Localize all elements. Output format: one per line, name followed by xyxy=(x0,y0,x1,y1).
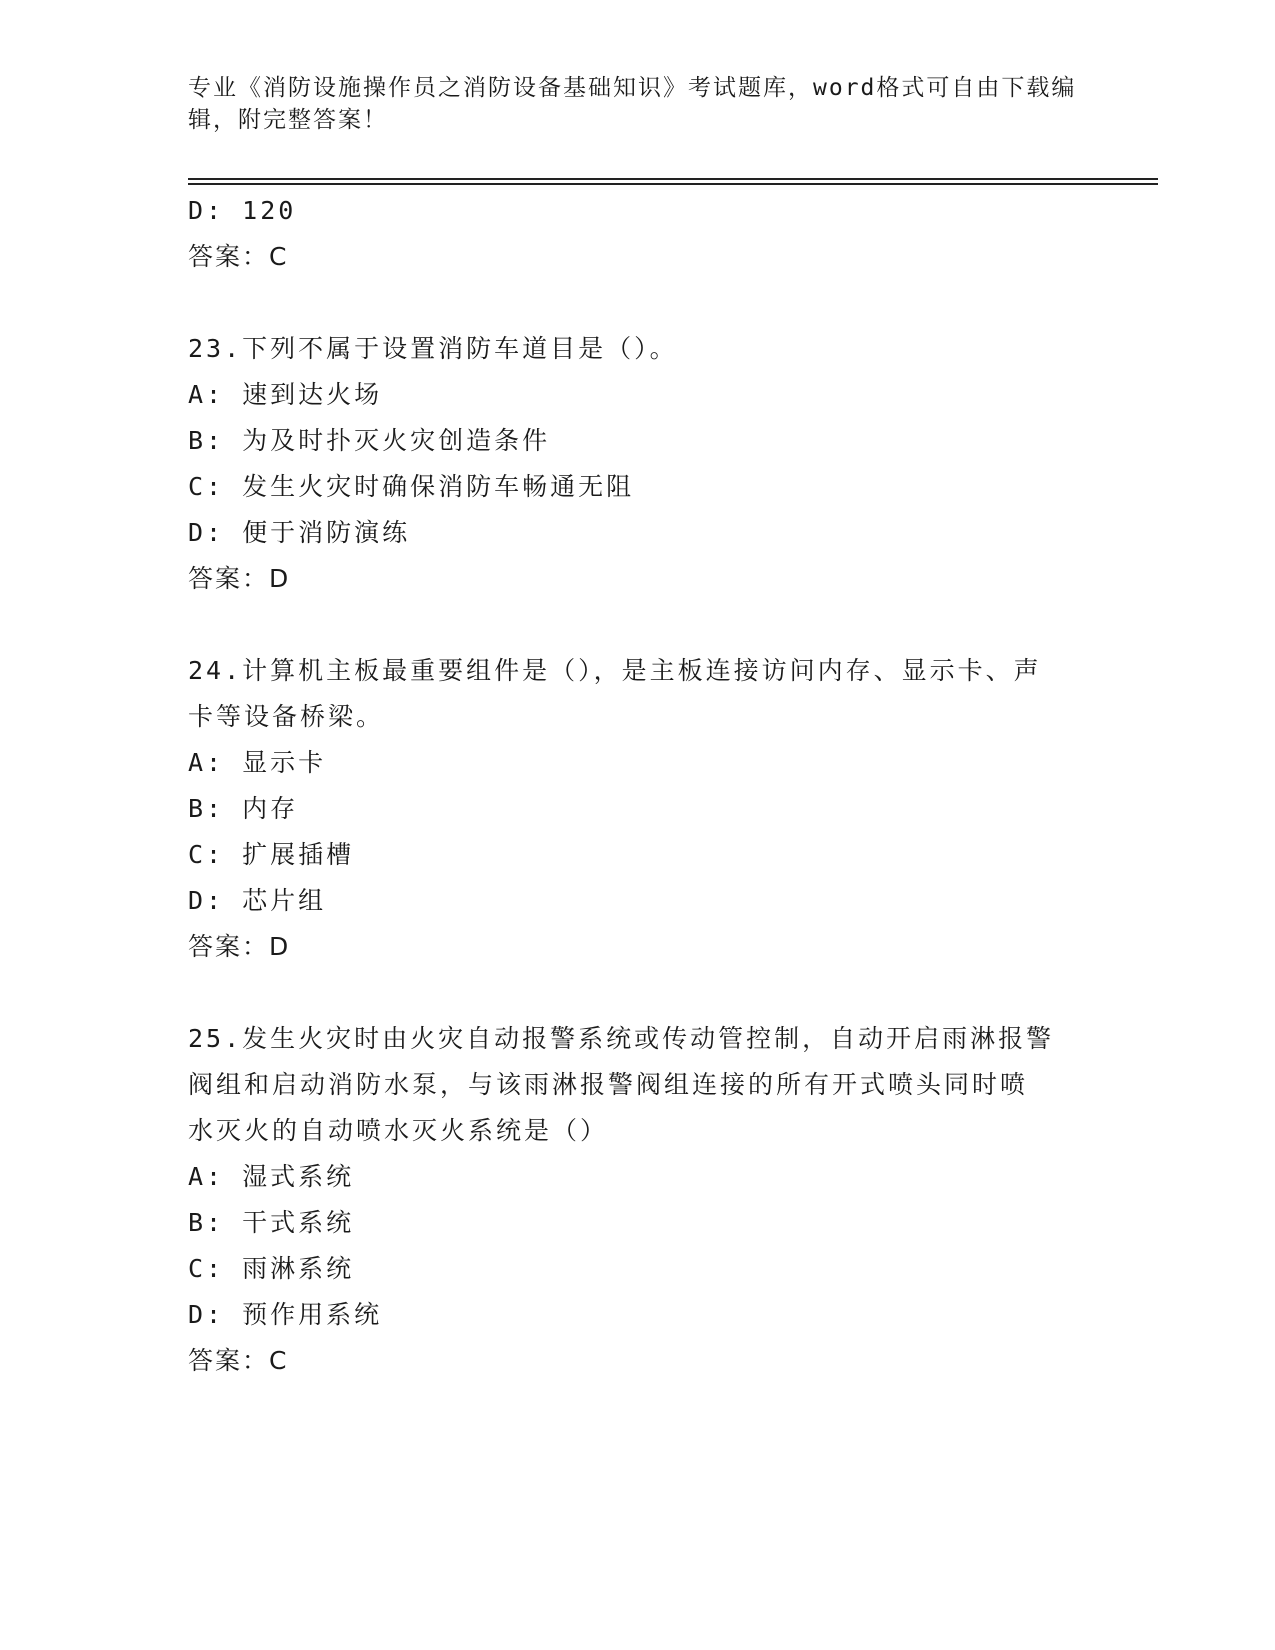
question-25-text-line2: 阀组和启动消防水泵，与该雨淋报警阀组连接的所有开式喷头同时喷 xyxy=(188,1070,1029,1099)
question-24-option-b: B: 内存 xyxy=(188,794,299,823)
question-23-option-d: D: 便于消防演练 xyxy=(188,518,411,547)
question-24-answer: 答案：D xyxy=(188,932,291,961)
question-24-option-d: D: 芯片组 xyxy=(188,886,327,915)
document-header xyxy=(188,72,1078,136)
question-list xyxy=(188,188,1088,1384)
header-divider-top xyxy=(188,178,1158,180)
spacer xyxy=(188,970,1088,1016)
question-23-option-c: C: 发生火灾时确保消防车畅通无阻 xyxy=(188,472,635,501)
question-25-option-a: A: 湿式系统 xyxy=(188,1162,355,1191)
question-25-option-d: D: 预作用系统 xyxy=(188,1300,383,1329)
question-23-option-a: A: 速到达火场 xyxy=(188,380,383,409)
question-23-answer: 答案：D xyxy=(188,564,291,593)
spacer xyxy=(188,280,1088,326)
prev-answer: 答案：C xyxy=(188,242,289,271)
question-23-option-b: B: 为及时扑灭火灾创造条件 xyxy=(188,426,551,455)
question-25-option-b: B: 干式系统 xyxy=(188,1208,355,1237)
question-24-option-c: C: 扩展插槽 xyxy=(188,840,355,869)
question-23-text: 23.下列不属于设置消防车道目是（）。 xyxy=(188,334,678,363)
question-24-text-line1: 24.计算机主板最重要组件是（），是主板连接访问内存、显示卡、声 xyxy=(188,656,1042,685)
question-25-text-line1: 25.发生火灾时由火灾自动报警系统或传动管控制，自动开启雨淋报警 xyxy=(188,1024,1055,1053)
question-25-answer: 答案：C xyxy=(188,1346,289,1375)
question-25-option-c: C: 雨淋系统 xyxy=(188,1254,355,1283)
header-text: 专业《消防设施操作员之消防设备基础知识》考试题库，word格式可自由下载编辑，附完整答案！ xyxy=(188,75,1077,133)
header-divider-bottom xyxy=(188,183,1158,185)
question-24-text-line2: 卡等设备桥梁。 xyxy=(188,702,385,731)
question-25-text-line3: 水灭火的自动喷水灭火系统是（） xyxy=(188,1116,609,1145)
spacer xyxy=(188,602,1088,648)
prev-option-d: D: 120 xyxy=(188,196,297,225)
question-24-option-a: A: 显示卡 xyxy=(188,748,327,777)
